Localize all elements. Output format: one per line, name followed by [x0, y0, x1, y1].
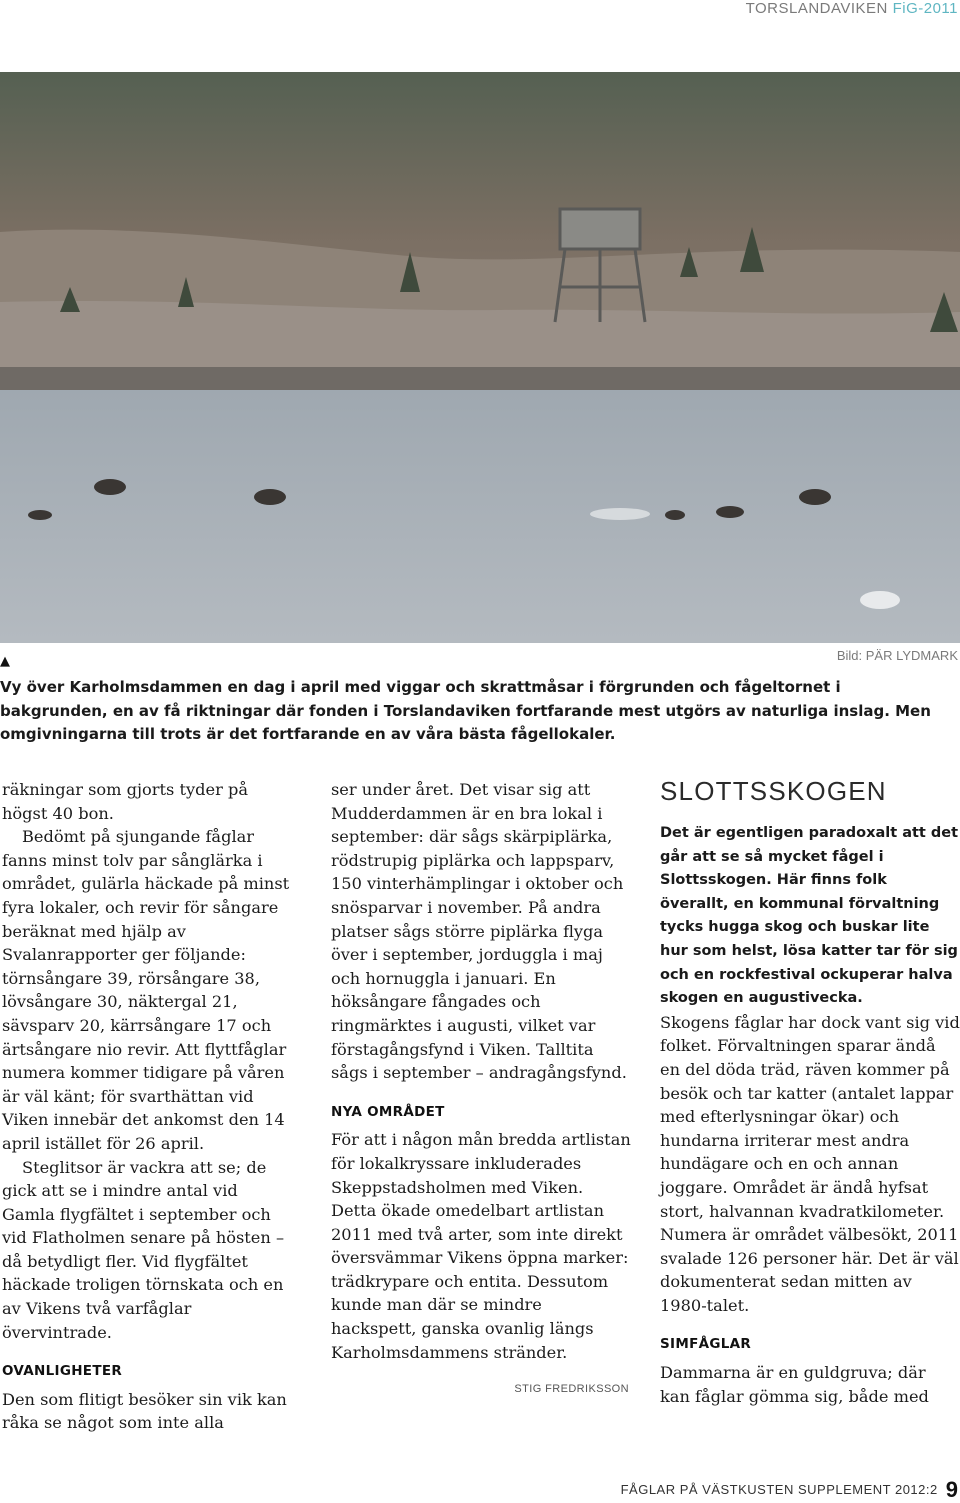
lake-photo [0, 72, 960, 643]
page-number: 9 [945, 1477, 958, 1502]
paragraph: Den som flitigt besöker sin vik kan råka se något som inte alla [2, 1389, 287, 1433]
article-column-3 [660, 776, 960, 1408]
subheading-ovanligheter: OVANLIGHETER [2, 1363, 123, 1380]
author-signature: STIG FREDRIKSSON [514, 1383, 629, 1396]
subheading-nya-omradet: NYA OMRÅDET [331, 1103, 445, 1120]
subheading-simfaglar: SIMFÅGLAR [660, 1336, 752, 1353]
paragraph: Skogens fåglar har dock vant sig vid folket. Förvaltningen sparar ändå en del döda träd, räven kommer på besök och tar katter (antalet lappar med efterlysningar ökar) och hundarna irriterar mest andra hundägare och en och annan joggare. Området är ändå hyfsat stort, halvannan kvadratkilometer. Numera är området välbesökt, 2011 svalade 126 personer här. Det är väl dokumenterat sedan mitten av 1980-talet. [660, 1012, 960, 1315]
lead-paragraph: Det är egentligen paradoxalt att det går att se så mycket fågel i Slottsskogen. Här finns folk överallt, en kommunal förvaltning tycks hugga skog och buskar lite hur som helst, lösa katter tar för sig och en rockfestival ockuperar halva skogen en augustivecka. [660, 825, 959, 1007]
article-column-2 [331, 778, 631, 1402]
publication-name: FÅGLAR PÅ VÄSTKUSTEN SUPPLEMENT 2012:2 [620, 1482, 938, 1497]
photo-credit: Bild: PÄR LYDMARK [836, 648, 958, 663]
caption-marker-icon: ▲ [0, 654, 10, 669]
section-tag: FiG-2011 [892, 0, 958, 17]
paragraph: Bedömt på sjungande fåglar fanns minst tolv par sånglärka i området, gulärla häckade på minst fyra lokaler, och revir för sångare beräknat med hjälp av Svalanrapporter ger följande: törnsångare 39, rörsångare 38, lövsångare 30, näktergal 21, sävsparv 20, kärrsångare 17 och ärtsångare nio revir. Att flyttfåglar numera kommer tidigare på våren är väl känt; för svarthättan vid Viken innebär det ankomst den 14 april istället för 26 april. [2, 827, 290, 1153]
paragraph: Dammarna är en guldgruva; där kan fåglar gömma sig, både med [660, 1363, 929, 1406]
paragraph: ser under året. Det visar sig att Mudderdammen är en bra lokal i september: där sågs skärpiplärka, rödstrupig piplärka och lappsparv, 150 vinterhämplingar i oktober och snösparvar i november. På andra platser sågs större piplärka flyga över i september, jorduggla i maj och hornuggla i januari. En höksångare fångades och ringmärktes i augusti, vilket var förstagångsfynd i Viken. Talltita sågs i september – andragångsfynd. [331, 780, 627, 1083]
section-title-slottsskogen: SLOTTSSKOGEN [660, 776, 887, 806]
page-footer [621, 1477, 958, 1503]
paragraph: räkningar som gjorts tyder på högst 40 bon. [2, 780, 248, 823]
paragraph: Steglitsor är vackra att se; de gick att se i mindre antal vid Gamla flygfältet i september och vid Flatholmen senare på hösten – då betydligt fler. Vid flygfältet häckade troligen törnskata och en av Vikens två varfåglar övervintrade. [2, 1157, 285, 1342]
photo-caption: Vy över Karholmsdammen en dag i april med viggar och skrattmåsar i förgrunden och fågeltornet i bakgrunden, en av få riktningar där fonden i Torslandaviken fortfarande mest utgörs av naturliga inslag. Men omgivningarna till trots är det fortfarande en av våra bästa fågellokaler. [0, 678, 931, 743]
page-header [746, 0, 958, 17]
article-column-1 [2, 778, 294, 1435]
paragraph: För att i någon mån bredda artlistan för lokalkryssare inkluderades Skeppstadsholmen med Viken. Detta ökade omedelbart artlistan 2011 med två arter, som inte direkt översvämmar Vikens öppna marker: trädkrypare och entita. Dessutom kunde man där se mindre hackspett, ganska ovanlig längs Karholmsdammens stränder. [331, 1130, 631, 1362]
section-name: TORSLANDAVIKEN [745, 0, 888, 17]
